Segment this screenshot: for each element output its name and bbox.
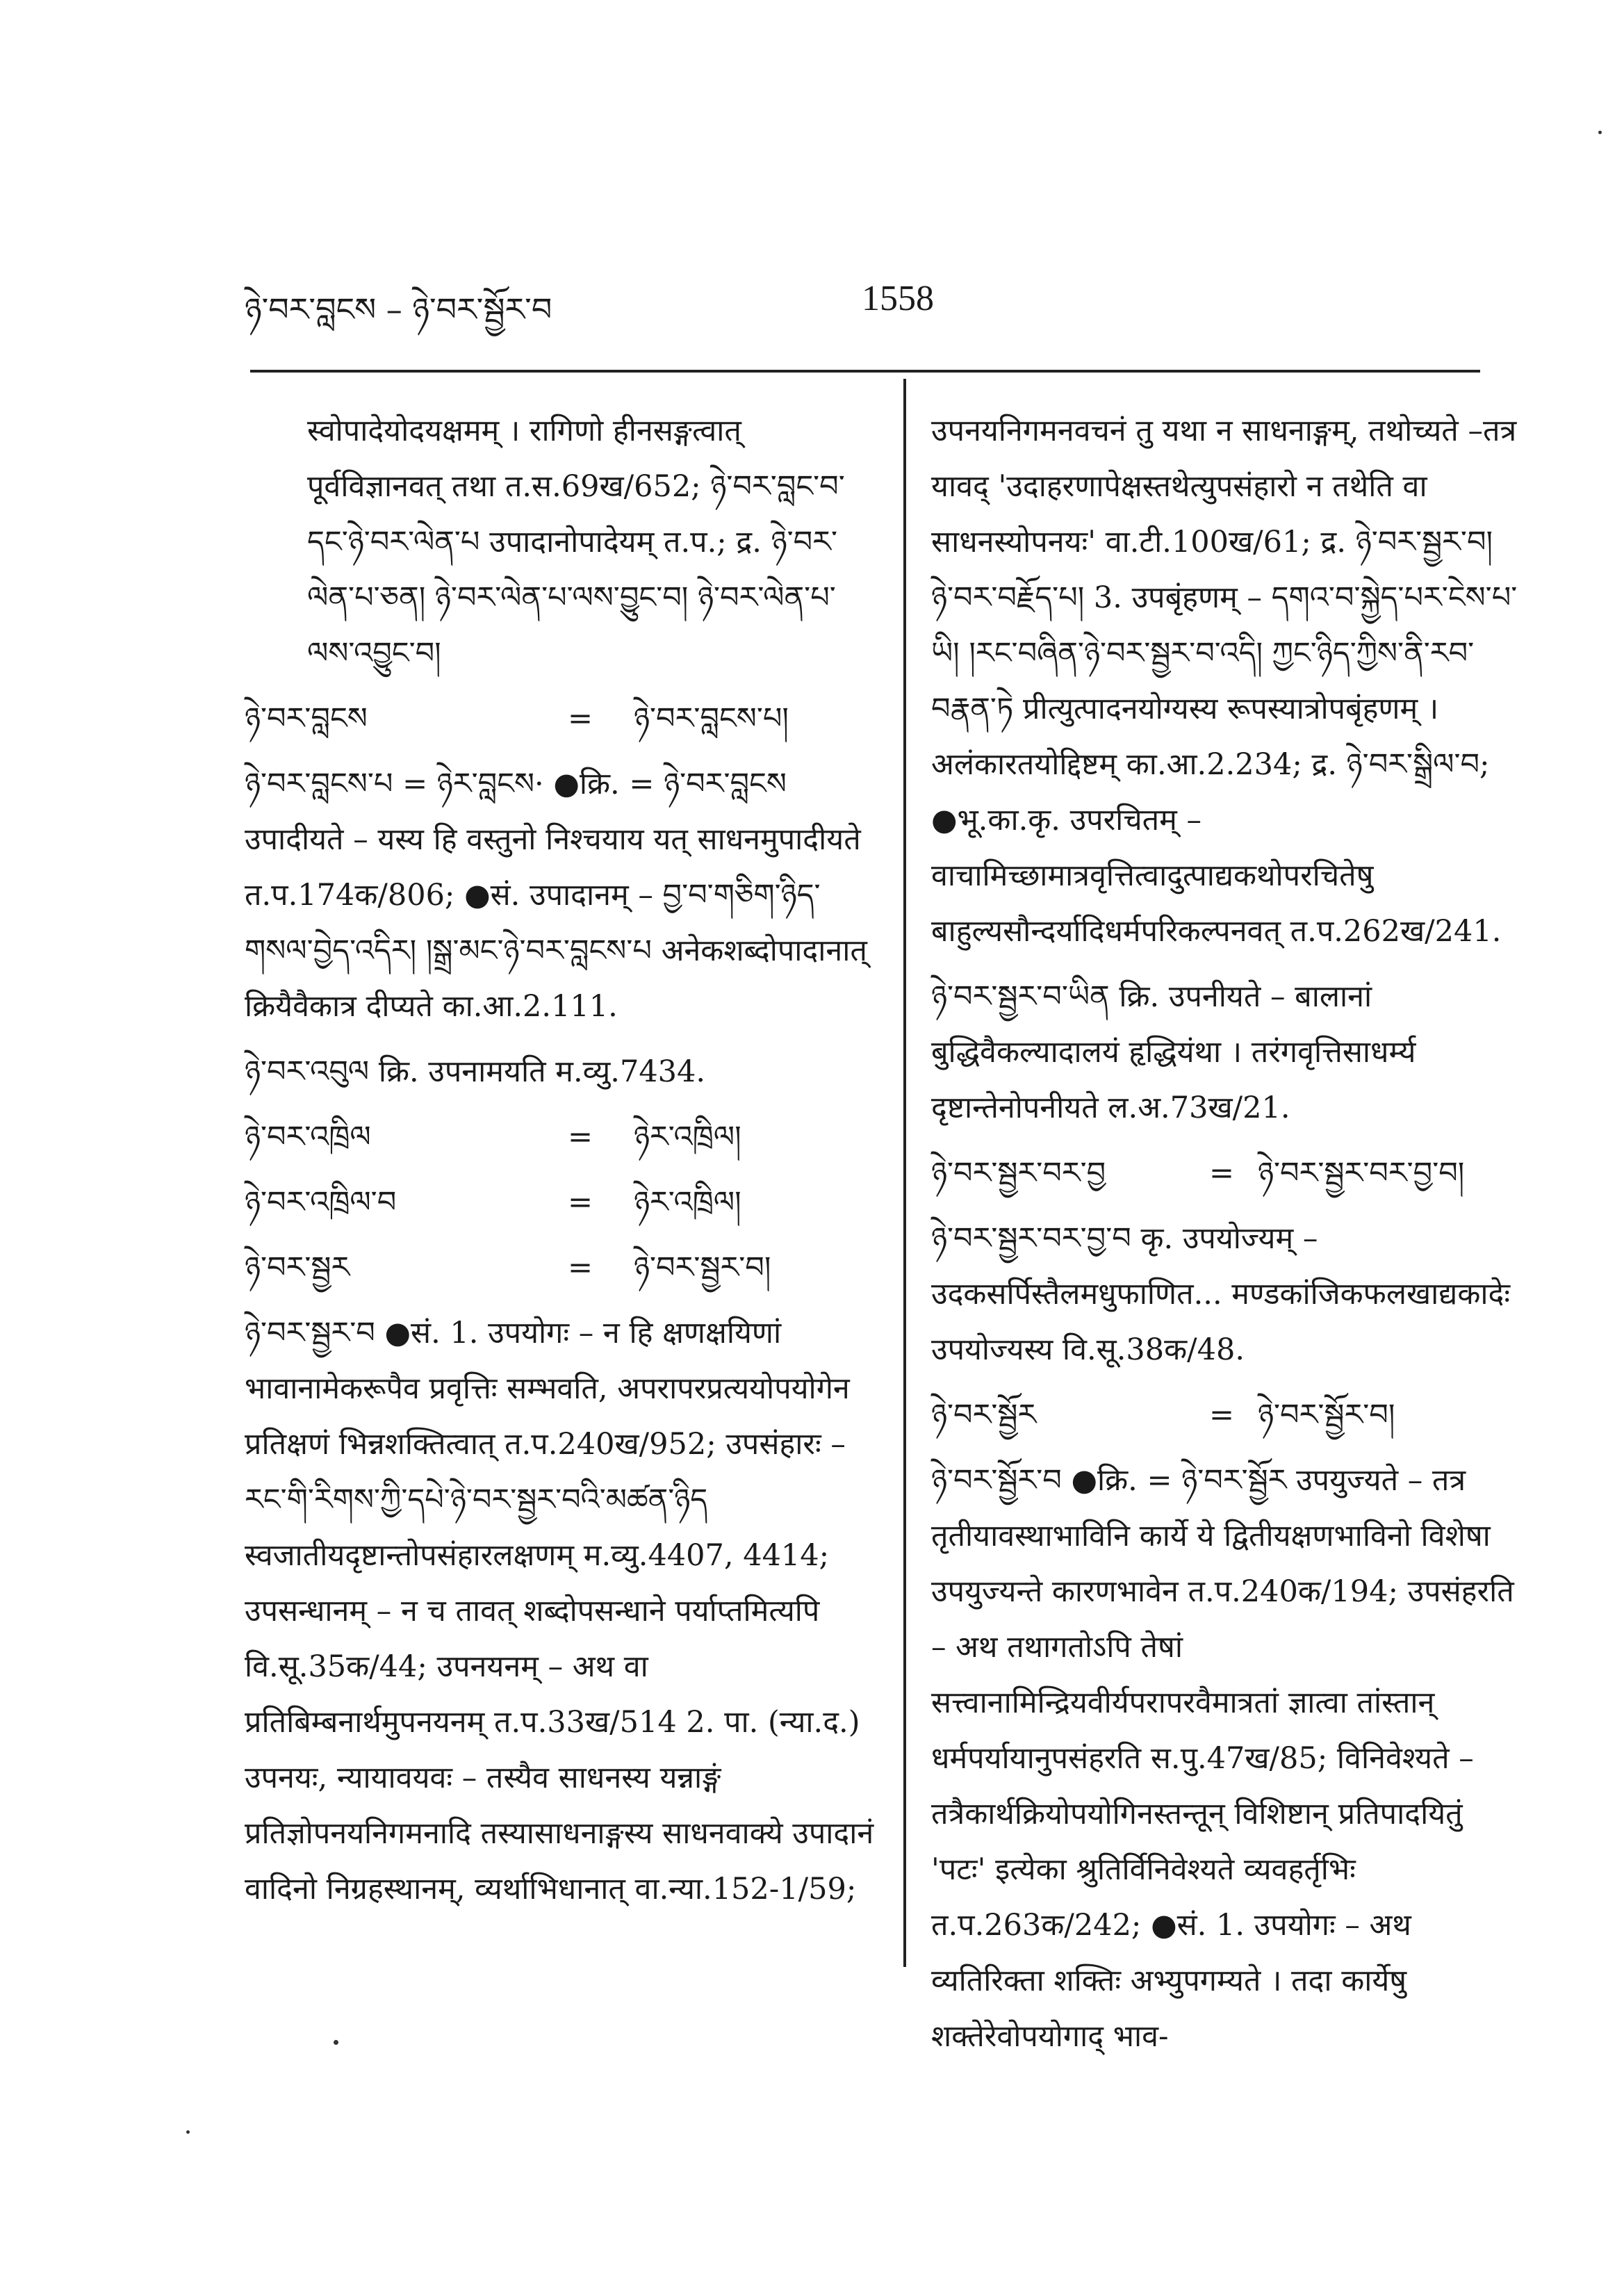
dictionary-entry [245, 1044, 880, 1100]
equals-sign: = [568, 701, 593, 736]
scan-speck [334, 2040, 338, 2045]
entry-headword: ཉེ་བར་འཁྲིལ [245, 1120, 371, 1154]
entry-headword: ཉེ་བར་བླངས [245, 701, 368, 736]
entry-headword: ཉེ་བར་བླངས་པ [245, 767, 393, 801]
entry-headword: ཉེ་བར་འབུལ [245, 1054, 370, 1089]
right-column [931, 403, 1522, 2066]
scan-speck [1598, 131, 1602, 134]
entry-definition: ●क्रि. = ཉེ་བར་སྦྱོར उपयुज्यते – तत्र तृतीयावस्थाभाविनि कार्ये ये द्वितीयक्षणभाविनो विशेषा उपयुज्यन्ते कारणभावेन त.प.240क/194; उपसंहरति – अथ तथागतोऽपि तेषां सत्त्वानामिन्द्रियवीर्यपरापरवैमात्रतां ज्ञात्वा तांस्तान् धर्मपर्यायानुपसंहरति स.पु.47ख/85; विनिवेश्यते – तत्रैकार्थक्रियोपयोगिनस्तन्तून् विशिष्टान् प्रतिपादयितुं 'पटः' इत्येका श्रुतिर्विनिवेश्यते व्यवहर्तृभिः त.प.263क/242; ●सं. 1. उपयोगः – अथ व्यतिरिक्ता शक्तिः अभ्युपगम्यते । तदा कार्येषु शक्तेरेवोपयोगाद् भाव- [931, 1463, 1514, 2054]
header-rule [250, 370, 1480, 373]
cross-reference: ཉེར་འཁྲིལ། [634, 1120, 741, 1154]
left-column [245, 403, 880, 1918]
dictionary-entry [931, 1211, 1522, 1378]
column-divider [903, 379, 906, 1967]
equals-sign: = [568, 1120, 593, 1154]
entry-definition: क्रि. उपनामयति म.व्यु.7434. [378, 1054, 706, 1089]
dictionary-entry [245, 1240, 880, 1296]
cross-reference: ཉེ་བར་སྦྱར་བ། [634, 1250, 771, 1285]
entry-headword: ཉེ་བར་སྦྱར་བ་ཡིན [931, 979, 1110, 1014]
entry-headword: ཉེ་བར་སྦྱར་བར་བྱ་བ [931, 1221, 1131, 1256]
cross-reference: ཉེར་འཁྲིལ། [634, 1185, 741, 1220]
equals-sign: = [1209, 1398, 1235, 1432]
equals-sign: = [568, 1185, 593, 1220]
continuation-text: उपनयनिगमनवचनं तु यथा न साधनाङ्गम्, तथोच्यते –तत्र यावद् 'उदाहरणापेक्षस्तथेत्युपसंहारो न तथेति वा साधनस्योपनयः' वा.टी.100ख/61; द्र. ཉེ་བར་སྦྱར་བ། ཉེ་བར་བརྗོད་པ། 3. उपबृंहणम् – དགའ་བ་སྐྱེད་པར་ངེས་པ་ཡི། །རང་བཞིན་ཉེ་བར་སྦྱར་བ་འདི། ཀྱང་ཉིད་ཀྱིས་ནི་རབ་བརྣན་ཏེ प्रीत्युत्पादनयोग्यस्य रूपस्यात्रोपबृंहणम् । अलंकारतयोद्दिष्टम् का.आ.2.234; द्र. ཉེ་བར་སྒྲིལ་བ; ●भू.का.कृ. उपरचितम् – वाचामिच्छामात्रवृत्तित्वादुत्पाद्यकथोपरचितेषु बाहुल्यसौन्दर्यादिधर्मपरिकल्पनवत् त.प.262ख/241. [931, 414, 1518, 949]
cross-reference: ཉེ་བར་བླངས་པ། [634, 701, 789, 736]
cross-reference: ཉེ་བར་སྦྱོར་བ། [1258, 1398, 1395, 1432]
dictionary-entry [245, 1109, 880, 1165]
entry-headword: ཉེ་བར་སྦྱར་བར་བྱ [931, 1156, 1106, 1191]
continuation-text: स्वोपादेयोदयक्षमम् । रागिणो हीनसङ्गत्वात् पूर्वविज्ञानवत् तथा त.स.69ख/652; ཉེ་བར་བླང་བ་དང་ཉེ་བར་ལེན་པ उपादानोपादेयम् त.प.; द्र. ཉེ་བར་ལེན་པ་ཅན། ཉེ་བར་ལེན་པ་ལས་བྱུང་བ། ཉེ་བར་ལེན་པ་ལས་འབྱུང་བ། [307, 414, 845, 671]
entry-definition: कृ. उपयोज्यम् – उदकसर्पिस्तैलमधुफाणित... मण्डकांजिकफलखाद्यकादेः उपयोज्यस्य वि.सू.38क/48. [931, 1221, 1511, 1367]
dictionary-entry [245, 691, 880, 746]
entry-headword: ཉེ་བར་སྦྱར [245, 1250, 350, 1285]
scan-speck [186, 2130, 190, 2134]
entry-definition: = ཉེར་བླངས· ●क्रि. = ཉེ་བར་བླངས उपादीयते – यस्य हि वस्तुनो निश्चयाय यत् साधनमुपादीयते त.प.174क/806; ●सं. उपादानम् – བྱ་བ་གཅིག་ཉིད་གསལ་བྱེད་འདིར། །སྒྲ་མང་ཉེ་བར་བླངས་པ अनेकशब्दोपादानात् क्रियैवैकात्र दीप्यते का.आ.2.111. [245, 767, 867, 1024]
equals-sign: = [1209, 1156, 1235, 1191]
equals-sign: = [568, 1250, 593, 1285]
entry-definition: ●सं. 1. उपयोगः – न हि क्षणक्षयिणां भावानामेकरूपैव प्रवृत्तिः सम्भवति, अपरापरप्रत्ययोपयोगेन प्रतिक्षणं भिन्नशक्तित्वात् त.प.240ख/952; उपसंहारः – རང་གི་རིགས་ཀྱི་དཔེ་ཉེ་བར་སྦྱར་བའི་མཚན་ཉིད स्वजातीयदृष्टान्तोपसंहारलक्षणम् म.व्यु.4407, 4414; उपसन्धानम् – न च तावत् शब्दोपसन्धाने पर्याप्तमित्यपि वि.सू.35क/44; उपनयनम् – अथ वा प्रतिबिम्बनार्थमुपनयनम् त.प.33ख/514 2. पा. (न्या.द.) उपनयः, न्यायावयवः – तस्यैव साधनस्य यन्नाङ्गं प्रतिज्ञोपनयनिगमनादि तस्यासाधनाङ्गस्य साधनवाक्ये उपादानं वादिनो निग्रहस्थानम्, व्यर्थाभिधानात् वा.न्या.152-1/59; [245, 1316, 874, 1907]
dictionary-entry [931, 1145, 1522, 1201]
dictionary-entry [245, 756, 880, 1034]
dictionary-entry [931, 1387, 1522, 1443]
entry-headword: ཉེ་བར་སྦྱོར [931, 1398, 1037, 1432]
cross-reference: ཉེ་བར་སྦྱར་བར་བྱ་བ། [1258, 1156, 1465, 1191]
dictionary-entry [245, 1305, 880, 1917]
dictionary-entry [245, 1175, 880, 1230]
entry-headword: ཉེ་བར་སྦྱར་བ [245, 1316, 375, 1350]
running-head: ཉེ་བར་བླངས – ཉེ་བར་སྦྱོར་བ [245, 291, 552, 328]
dictionary-entry [931, 1453, 1522, 2064]
dictionary-entry [931, 969, 1522, 1136]
page-number: 1558 [862, 279, 934, 318]
entry-headword: ཉེ་བར་སྦྱོར་བ [931, 1463, 1062, 1498]
entry-headword: ཉེ་བར་འཁྲིལ་བ [245, 1185, 397, 1220]
entry-definition: क्रि. उपनीयते – बालानां बुद्धिवैकल्यादालयं हृद्धियंथा । तरंगवृत्तिसाधर्म्य दृष्टान्तेनोपनीयते ल.अ.73ख/21. [931, 979, 1416, 1125]
